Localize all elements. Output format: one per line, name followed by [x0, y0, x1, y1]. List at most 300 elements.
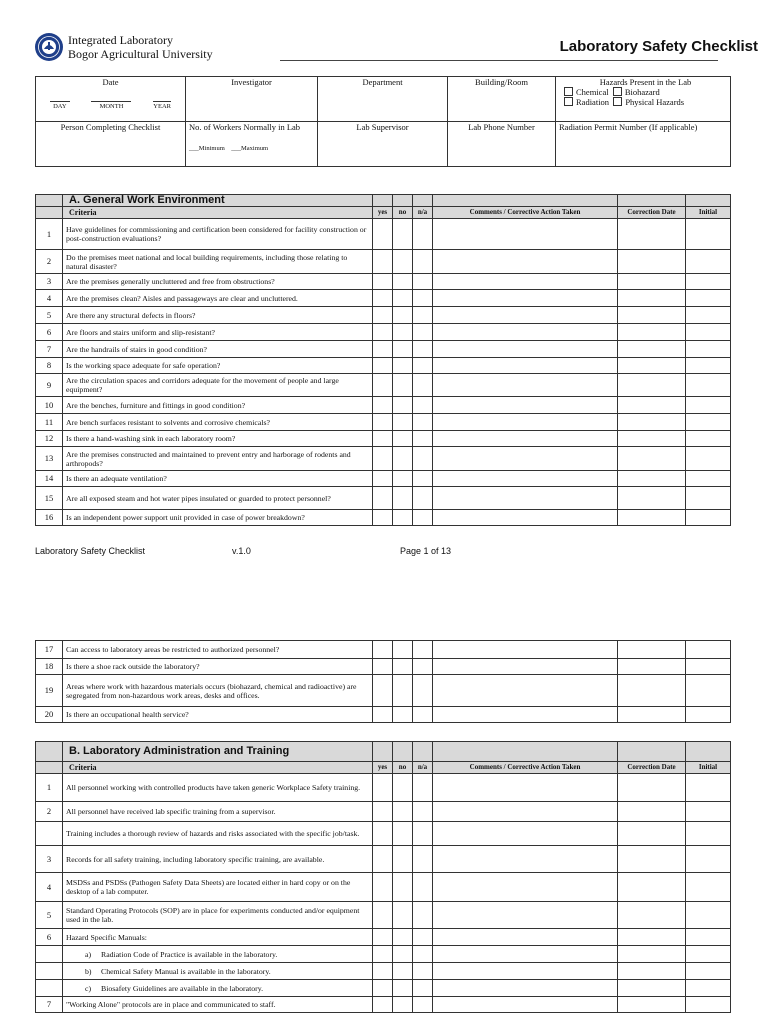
no-checkbox-cell[interactable] — [393, 846, 413, 873]
investigator-cell[interactable] — [186, 77, 318, 122]
correction-date-cell[interactable] — [618, 846, 686, 873]
checklist-row — [36, 274, 731, 290]
initial-cell[interactable] — [686, 397, 731, 414]
comments-cell[interactable] — [433, 414, 618, 431]
no-checkbox-cell[interactable] — [393, 290, 413, 307]
correction-date-cell[interactable] — [618, 219, 686, 250]
checklist-row — [36, 397, 731, 414]
initial-cell[interactable] — [686, 873, 731, 902]
item-criteria: Is there a shoe rack outside the laboratory? — [63, 659, 373, 675]
chemical-label: Chemical — [576, 87, 609, 97]
yes-checkbox-cell[interactable] — [373, 929, 393, 946]
lab-info-table — [35, 76, 731, 167]
correction-date-cell[interactable] — [618, 980, 686, 997]
person-cell[interactable] — [36, 122, 186, 167]
initial-cell[interactable] — [686, 641, 731, 659]
item-criteria — [63, 980, 373, 997]
comments-cell[interactable] — [433, 846, 618, 873]
correction-date-cell[interactable] — [618, 324, 686, 341]
department-label: Department — [362, 77, 403, 87]
no-checkbox-cell[interactable] — [393, 307, 413, 324]
na-checkbox-cell[interactable] — [413, 659, 433, 675]
no-checkbox-cell[interactable] — [393, 707, 413, 723]
comments-cell[interactable] — [433, 471, 618, 487]
checklist-row — [36, 219, 731, 250]
na-checkbox-cell[interactable] — [413, 358, 433, 374]
correction-date-cell[interactable] — [618, 414, 686, 431]
investigator-label: Investigator — [231, 77, 272, 87]
header-rule — [280, 60, 718, 61]
section-b-title: B. Laboratory Administration and Training — [63, 742, 373, 762]
no-checkbox-cell[interactable] — [393, 219, 413, 250]
no-checkbox-cell[interactable] — [393, 358, 413, 374]
initial-cell[interactable] — [686, 822, 731, 846]
item-number: 5 — [36, 902, 63, 929]
yes-header: yes — [373, 207, 393, 219]
no-checkbox-cell[interactable] — [393, 397, 413, 414]
checklist-row — [36, 341, 731, 358]
correction-date-cell[interactable] — [618, 307, 686, 324]
correction-date-header: Correction Date — [618, 207, 686, 219]
checklist-row — [36, 307, 731, 324]
item-number: 12 — [36, 431, 63, 447]
correction-date-cell[interactable] — [618, 902, 686, 929]
yes-checkbox-cell[interactable] — [373, 802, 393, 822]
section-a-rows — [36, 219, 731, 526]
no-checkbox-cell[interactable] — [393, 963, 413, 980]
na-checkbox-cell[interactable] — [413, 774, 433, 802]
section-a-continued-rows — [36, 641, 731, 723]
na-checkbox-cell[interactable] — [413, 929, 433, 946]
item-criteria: Training includes a thorough review of hazards and risks associated with the specific job/task. — [63, 822, 373, 846]
yes-checkbox-cell[interactable] — [373, 902, 393, 929]
no-checkbox-cell[interactable] — [393, 873, 413, 902]
na-checkbox-cell[interactable] — [413, 873, 433, 902]
comments-cell[interactable] — [433, 802, 618, 822]
comments-cell[interactable] — [433, 873, 618, 902]
yes-checkbox-cell[interactable] — [373, 675, 393, 707]
item-number: 17 — [36, 641, 63, 659]
correction-date-cell[interactable] — [618, 397, 686, 414]
no-checkbox-cell[interactable] — [393, 471, 413, 487]
na-checkbox-cell[interactable] — [413, 397, 433, 414]
yes-checkbox-cell[interactable] — [373, 431, 393, 447]
no-header: no — [393, 762, 413, 774]
item-criteria: All personnel working with controlled products have taken generic Workplace Safety training. — [63, 774, 373, 802]
phone-label: Lab Phone Number — [468, 122, 535, 132]
comments-cell[interactable] — [433, 358, 618, 374]
yes-checkbox-cell[interactable] — [373, 397, 393, 414]
item-criteria: Is the working space adequate for safe operation? — [63, 358, 373, 374]
checklist-row — [36, 902, 731, 929]
na-checkbox-cell[interactable] — [413, 274, 433, 290]
checklist-row — [36, 822, 731, 846]
item-number: 8 — [36, 358, 63, 374]
comments-cell[interactable] — [433, 997, 618, 1013]
correction-date-cell[interactable] — [618, 946, 686, 963]
chemical-checkbox[interactable] — [564, 87, 573, 96]
yes-checkbox-cell[interactable] — [373, 374, 393, 397]
no-checkbox-cell[interactable] — [393, 250, 413, 274]
comments-cell[interactable] — [433, 290, 618, 307]
item-number: 4 — [36, 873, 63, 902]
building-cell[interactable] — [448, 77, 556, 122]
correction-date-cell[interactable] — [618, 659, 686, 675]
comments-cell[interactable] — [433, 822, 618, 846]
na-checkbox-cell[interactable] — [413, 822, 433, 846]
yes-checkbox-cell[interactable] — [373, 250, 393, 274]
yes-checkbox-cell[interactable] — [373, 219, 393, 250]
correction-date-cell[interactable] — [618, 487, 686, 510]
no-checkbox-cell[interactable] — [393, 374, 413, 397]
day-label: DAY — [50, 101, 70, 111]
biohazard-checkbox[interactable] — [613, 87, 622, 96]
item-number: 7 — [36, 997, 63, 1013]
yes-checkbox-cell[interactable] — [373, 997, 393, 1013]
correction-date-cell[interactable] — [618, 822, 686, 846]
no-checkbox-cell[interactable] — [393, 659, 413, 675]
radiation-checkbox[interactable] — [564, 97, 573, 106]
yes-checkbox-cell[interactable] — [373, 510, 393, 526]
correction-date-cell[interactable] — [618, 447, 686, 471]
comments-cell[interactable] — [433, 659, 618, 675]
yes-checkbox-cell[interactable] — [373, 946, 393, 963]
na-checkbox-cell[interactable] — [413, 946, 433, 963]
initial-cell[interactable] — [686, 431, 731, 447]
initial-cell[interactable] — [686, 290, 731, 307]
na-checkbox-cell[interactable] — [413, 510, 433, 526]
item-criteria: Are all exposed steam and hot water pipes insulated or guarded to protect personnel? — [63, 487, 373, 510]
item-criteria: Are the handrails of stairs in good condition? — [63, 341, 373, 358]
comments-cell[interactable] — [433, 324, 618, 341]
phone-cell[interactable] — [448, 122, 556, 167]
date-label: Date — [102, 77, 119, 87]
correction-date-cell[interactable] — [618, 374, 686, 397]
month-label: MONTH — [91, 101, 131, 111]
item-number: 13 — [36, 447, 63, 471]
item-criteria — [63, 963, 373, 980]
maximum-label: ___Maximum — [231, 145, 269, 152]
comments-cell[interactable] — [433, 274, 618, 290]
yes-checkbox-cell[interactable] — [373, 641, 393, 659]
checklist-subrow — [36, 980, 731, 997]
na-checkbox-cell[interactable] — [413, 675, 433, 707]
person-label: Person Completing Checklist — [60, 122, 161, 132]
checklist-row — [36, 846, 731, 873]
no-checkbox-cell[interactable] — [393, 487, 413, 510]
yes-checkbox-cell[interactable] — [373, 290, 393, 307]
yes-checkbox-cell[interactable] — [373, 963, 393, 980]
item-number: 18 — [36, 659, 63, 675]
yes-checkbox-cell[interactable] — [373, 274, 393, 290]
item-number: 2 — [36, 250, 63, 274]
na-checkbox-cell[interactable] — [413, 997, 433, 1013]
initial-cell[interactable] — [686, 307, 731, 324]
minimum-label: ___Minimum — [189, 145, 225, 152]
comments-cell[interactable] — [433, 397, 618, 414]
no-checkbox-cell[interactable] — [393, 324, 413, 341]
item-number: 1 — [36, 219, 63, 250]
correction-date-cell[interactable] — [618, 774, 686, 802]
na-checkbox-cell[interactable] — [413, 324, 433, 341]
comments-cell[interactable] — [433, 675, 618, 707]
checklist-row — [36, 997, 731, 1013]
initial-header: Initial — [686, 762, 731, 774]
org-line-1: Integrated Laboratory — [68, 33, 173, 47]
correction-date-cell[interactable] — [618, 341, 686, 358]
comments-cell[interactable] — [433, 431, 618, 447]
item-number: 3 — [36, 274, 63, 290]
item-number: 6 — [36, 324, 63, 341]
na-checkbox-cell[interactable] — [413, 431, 433, 447]
item-criteria: Are there any structural defects in floors? — [63, 307, 373, 324]
item-number: 14 — [36, 471, 63, 487]
yes-checkbox-cell[interactable] — [373, 659, 393, 675]
checklist-row — [36, 414, 731, 431]
sub-item-letter: b) — [85, 966, 92, 976]
initial-cell[interactable] — [686, 675, 731, 707]
sub-item-letter: c) — [85, 983, 92, 993]
sub-item-letter: a) — [85, 949, 92, 959]
yes-checkbox-cell[interactable] — [373, 846, 393, 873]
item-criteria: "Working Alone" protocols are in place and communicated to staff. — [63, 997, 373, 1013]
checklist-row — [36, 510, 731, 526]
comments-cell[interactable] — [433, 219, 618, 250]
comments-cell[interactable] — [433, 641, 618, 659]
no-checkbox-cell[interactable] — [393, 774, 413, 802]
correction-date-cell[interactable] — [618, 290, 686, 307]
correction-date-cell[interactable] — [618, 929, 686, 946]
initial-cell[interactable] — [686, 487, 731, 510]
item-criteria: Are the premises clean? Aisles and passageways are clear and uncluttered. — [63, 290, 373, 307]
no-checkbox-cell[interactable] — [393, 997, 413, 1013]
no-checkbox-cell[interactable] — [393, 274, 413, 290]
yes-checkbox-cell[interactable] — [373, 487, 393, 510]
initial-cell[interactable] — [686, 274, 731, 290]
yes-checkbox-cell[interactable] — [373, 774, 393, 802]
checklist-subrow — [36, 963, 731, 980]
initial-cell[interactable] — [686, 219, 731, 250]
correction-date-header: Correction Date — [618, 762, 686, 774]
section-a-title: A. General Work Environment — [63, 195, 373, 207]
initial-cell[interactable] — [686, 358, 731, 374]
na-checkbox-cell[interactable] — [413, 307, 433, 324]
department-cell[interactable] — [318, 77, 448, 122]
item-number: 15 — [36, 487, 63, 510]
no-checkbox-cell[interactable] — [393, 510, 413, 526]
no-checkbox-cell[interactable] — [393, 431, 413, 447]
initial-cell[interactable] — [686, 980, 731, 997]
initial-cell[interactable] — [686, 374, 731, 397]
comments-cell[interactable] — [433, 946, 618, 963]
section-a-continued-table — [35, 640, 731, 723]
no-checkbox-cell[interactable] — [393, 946, 413, 963]
comments-cell[interactable] — [433, 374, 618, 397]
item-criteria: MSDSs and PSDSs (Pathogen Safety Data Sheets) are located either in hard copy or on the desktop of a lab computer. — [63, 873, 373, 902]
correction-date-cell[interactable] — [618, 963, 686, 980]
checklist-row — [36, 358, 731, 374]
no-checkbox-cell[interactable] — [393, 675, 413, 707]
comments-header: Comments / Corrective Action Taken — [433, 207, 618, 219]
no-checkbox-cell[interactable] — [393, 822, 413, 846]
item-criteria: Do the premises meet national and local building requirements, including those relating to natural disaster? — [63, 250, 373, 274]
comments-cell[interactable] — [433, 707, 618, 723]
correction-date-cell[interactable] — [618, 675, 686, 707]
physical-hazards-checkbox[interactable] — [613, 97, 622, 106]
correction-date-cell[interactable] — [618, 707, 686, 723]
yes-checkbox-cell[interactable] — [373, 341, 393, 358]
permit-label: Radiation Permit Number (If applicable) — [559, 122, 698, 132]
yes-checkbox-cell[interactable] — [373, 471, 393, 487]
item-number: 5 — [36, 307, 63, 324]
checklist-row — [36, 659, 731, 675]
na-checkbox-cell[interactable] — [413, 487, 433, 510]
comments-cell[interactable] — [433, 341, 618, 358]
checklist-row — [36, 873, 731, 902]
na-checkbox-cell[interactable] — [413, 902, 433, 929]
checklist-row — [36, 774, 731, 802]
initial-cell[interactable] — [686, 324, 731, 341]
comments-cell[interactable] — [433, 447, 618, 471]
na-checkbox-cell[interactable] — [413, 250, 433, 274]
item-criteria: Can access to laboratory areas be restricted to authorized personnel? — [63, 641, 373, 659]
correction-date-cell[interactable] — [618, 802, 686, 822]
initial-cell[interactable] — [686, 774, 731, 802]
yes-checkbox-cell[interactable] — [373, 873, 393, 902]
initial-cell[interactable] — [686, 707, 731, 723]
comments-cell[interactable] — [433, 774, 618, 802]
yes-checkbox-cell[interactable] — [373, 324, 393, 341]
correction-date-cell[interactable] — [618, 471, 686, 487]
correction-date-cell[interactable] — [618, 358, 686, 374]
initial-cell[interactable] — [686, 802, 731, 822]
na-checkbox-cell[interactable] — [413, 471, 433, 487]
item-criteria: Have guidelines for commissioning and certification been considered for facility construction or post-construction evaluations? — [63, 219, 373, 250]
initial-cell[interactable] — [686, 447, 731, 471]
date-cell[interactable] — [36, 77, 186, 122]
permit-cell[interactable] — [556, 122, 731, 167]
item-criteria: All personnel have received lab specific training from a supervisor. — [63, 802, 373, 822]
correction-date-cell[interactable] — [618, 274, 686, 290]
no-checkbox-cell[interactable] — [393, 802, 413, 822]
comments-header: Comments / Corrective Action Taken — [433, 762, 618, 774]
item-number: 11 — [36, 414, 63, 431]
initial-cell[interactable] — [686, 341, 731, 358]
yes-checkbox-cell[interactable] — [373, 447, 393, 471]
university-logo — [34, 32, 64, 62]
initial-cell[interactable] — [686, 963, 731, 980]
comments-cell[interactable] — [433, 250, 618, 274]
workers-cell[interactable] — [186, 122, 318, 167]
item-criteria: Hazard Specific Manuals: — [63, 929, 373, 946]
item-criteria: Standard Operating Protocols (SOP) are in place for experiments conducted and/or equipment used in the lab. — [63, 902, 373, 929]
org-line-2: Bogor Agricultural University — [68, 47, 213, 61]
yes-checkbox-cell[interactable] — [373, 980, 393, 997]
item-number: 2 — [36, 802, 63, 822]
footer-title: Laboratory Safety Checklist — [35, 546, 146, 556]
na-checkbox-cell[interactable] — [413, 641, 433, 659]
comments-cell[interactable] — [433, 307, 618, 324]
correction-date-cell[interactable] — [618, 641, 686, 659]
item-number: 9 — [36, 374, 63, 397]
no-checkbox-cell[interactable] — [393, 980, 413, 997]
no-checkbox-cell[interactable] — [393, 929, 413, 946]
comments-cell[interactable] — [433, 980, 618, 997]
item-criteria: Are the premises constructed and maintained to prevent entry and harborage of rodents and arthropods? — [63, 447, 373, 471]
initial-cell[interactable] — [686, 659, 731, 675]
no-checkbox-cell[interactable] — [393, 341, 413, 358]
no-header: no — [393, 207, 413, 219]
comments-cell[interactable] — [433, 929, 618, 946]
comments-cell[interactable] — [433, 902, 618, 929]
item-number — [36, 963, 63, 980]
checklist-row — [36, 290, 731, 307]
na-checkbox-cell[interactable] — [413, 447, 433, 471]
yes-checkbox-cell[interactable] — [373, 358, 393, 374]
na-checkbox-cell[interactable] — [413, 219, 433, 250]
initial-cell[interactable] — [686, 510, 731, 526]
yes-checkbox-cell[interactable] — [373, 822, 393, 846]
initial-cell[interactable] — [686, 946, 731, 963]
yes-checkbox-cell[interactable] — [373, 307, 393, 324]
comments-cell[interactable] — [433, 963, 618, 980]
initial-cell[interactable] — [686, 250, 731, 274]
na-checkbox-cell[interactable] — [413, 290, 433, 307]
item-number — [36, 980, 63, 997]
correction-date-cell[interactable] — [618, 997, 686, 1013]
yes-checkbox-cell[interactable] — [373, 707, 393, 723]
na-checkbox-cell[interactable] — [413, 802, 433, 822]
supervisor-cell[interactable] — [318, 122, 448, 167]
checklist-row — [36, 324, 731, 341]
correction-date-cell[interactable] — [618, 250, 686, 274]
item-criteria: Records for all safety training, including laboratory specific training, are available. — [63, 846, 373, 873]
initial-cell[interactable] — [686, 997, 731, 1013]
correction-date-cell[interactable] — [618, 873, 686, 902]
item-criteria: Areas where work with hazardous materials occurs (biohazard, chemical and radioactive) are segregated from non-hazardous work areas, desks and offices. — [63, 675, 373, 707]
comments-cell[interactable] — [433, 510, 618, 526]
na-checkbox-cell[interactable] — [413, 707, 433, 723]
no-checkbox-cell[interactable] — [393, 641, 413, 659]
na-header: n/a — [413, 762, 433, 774]
initial-cell[interactable] — [686, 929, 731, 946]
correction-date-cell[interactable] — [618, 510, 686, 526]
initial-cell[interactable] — [686, 902, 731, 929]
na-checkbox-cell[interactable] — [413, 374, 433, 397]
initial-cell[interactable] — [686, 471, 731, 487]
building-label: Building/Room — [475, 77, 528, 87]
na-checkbox-cell[interactable] — [413, 846, 433, 873]
no-checkbox-cell[interactable] — [393, 414, 413, 431]
item-criteria: Is there an adequate ventilation? — [63, 471, 373, 487]
initial-cell[interactable] — [686, 414, 731, 431]
year-label: YEAR — [153, 103, 171, 110]
no-checkbox-cell[interactable] — [393, 902, 413, 929]
correction-date-cell[interactable] — [618, 431, 686, 447]
na-checkbox-cell[interactable] — [413, 980, 433, 997]
comments-cell[interactable] — [433, 487, 618, 510]
item-criteria — [63, 946, 373, 963]
hazards-title: Hazards Present in the Lab — [599, 77, 692, 87]
na-checkbox-cell[interactable] — [413, 341, 433, 358]
yes-checkbox-cell[interactable] — [373, 414, 393, 431]
na-checkbox-cell[interactable] — [413, 963, 433, 980]
na-checkbox-cell[interactable] — [413, 414, 433, 431]
no-checkbox-cell[interactable] — [393, 447, 413, 471]
initial-cell[interactable] — [686, 846, 731, 873]
sub-item-text: Chemical Safety Manual is available in the laboratory. — [101, 966, 271, 976]
checklist-subrow — [36, 946, 731, 963]
